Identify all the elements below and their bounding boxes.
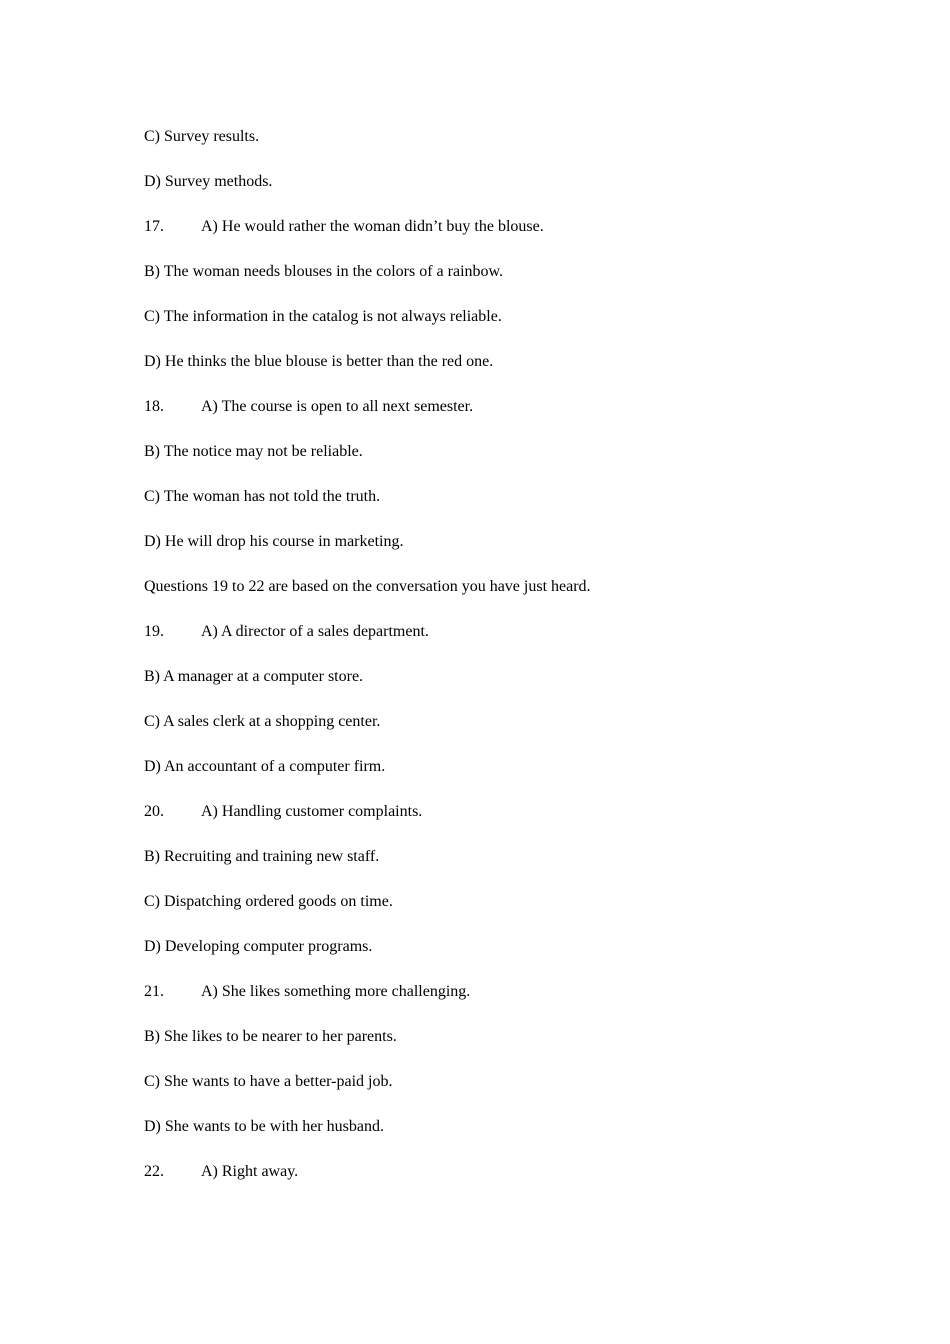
- question-line: [144, 1162, 298, 1182]
- line-text: C) The information in the catalog is not always reliable.: [144, 308, 502, 325]
- question-number: 20.: [144, 803, 164, 820]
- text-line: [144, 352, 493, 372]
- text-line: [144, 1072, 393, 1092]
- question-number: 22.: [144, 1163, 164, 1180]
- line-text: D) Survey methods.: [144, 173, 273, 190]
- text-line: [144, 487, 380, 507]
- question-line: [144, 982, 470, 1002]
- line-text: B) The notice may not be reliable.: [144, 443, 363, 460]
- line-text: A) Handling customer complaints.: [201, 803, 423, 820]
- text-line: [144, 262, 503, 282]
- line-text: Questions 19 to 22 are based on the conversation you have just heard.: [144, 578, 591, 595]
- line-text: C) The woman has not told the truth.: [144, 488, 381, 505]
- line-text: D) She wants to be with her husband.: [144, 1118, 384, 1135]
- text-line: [144, 892, 393, 912]
- line-text: A) A director of a sales department.: [201, 623, 429, 640]
- line-text: A) He would rather the woman didn’t buy the blouse.: [201, 218, 544, 235]
- line-text: A) The course is open to all next semester.: [201, 398, 474, 415]
- text-line: [144, 757, 385, 777]
- question-number: 18.: [144, 398, 164, 415]
- line-text: C) A sales clerk at a shopping center.: [144, 713, 381, 730]
- text-line: [144, 532, 404, 552]
- question-line: [144, 397, 473, 417]
- text-line: [144, 1027, 397, 1047]
- text-line: [144, 667, 363, 687]
- section-instruction: [144, 577, 591, 597]
- text-line: [144, 307, 502, 327]
- text-line: [144, 127, 259, 147]
- line-text: D) Developing computer programs.: [144, 938, 373, 955]
- line-text: A) She likes something more challenging.: [201, 983, 471, 1000]
- line-text: B) A manager at a computer store.: [144, 668, 364, 685]
- question-line: [144, 802, 422, 822]
- text-line: [144, 442, 363, 462]
- line-text: A) Right away.: [201, 1163, 299, 1180]
- line-text: C) Survey results.: [144, 128, 260, 145]
- text-line: [144, 1117, 384, 1137]
- question-line: [144, 622, 429, 642]
- line-text: C) Dispatching ordered goods on time.: [144, 893, 393, 910]
- line-text: C) She wants to have a better-paid job.: [144, 1073, 393, 1090]
- question-number: 19.: [144, 623, 164, 640]
- line-text: D) An accountant of a computer firm.: [144, 758, 386, 775]
- text-line: [144, 172, 272, 192]
- line-text: D) He thinks the blue blouse is better than the red one.: [144, 353, 494, 370]
- question-line: [144, 217, 544, 237]
- question-number: 21.: [144, 983, 164, 1000]
- text-line: [144, 937, 372, 957]
- text-line: [144, 712, 380, 732]
- question-number: 17.: [144, 218, 164, 235]
- text-line: [144, 847, 379, 867]
- line-text: B) Recruiting and training new staff.: [144, 848, 380, 865]
- line-text: B) The woman needs blouses in the colors of a rainbow.: [144, 263, 504, 280]
- line-text: D) He will drop his course in marketing.: [144, 533, 404, 550]
- line-text: B) She likes to be nearer to her parents.: [144, 1028, 397, 1045]
